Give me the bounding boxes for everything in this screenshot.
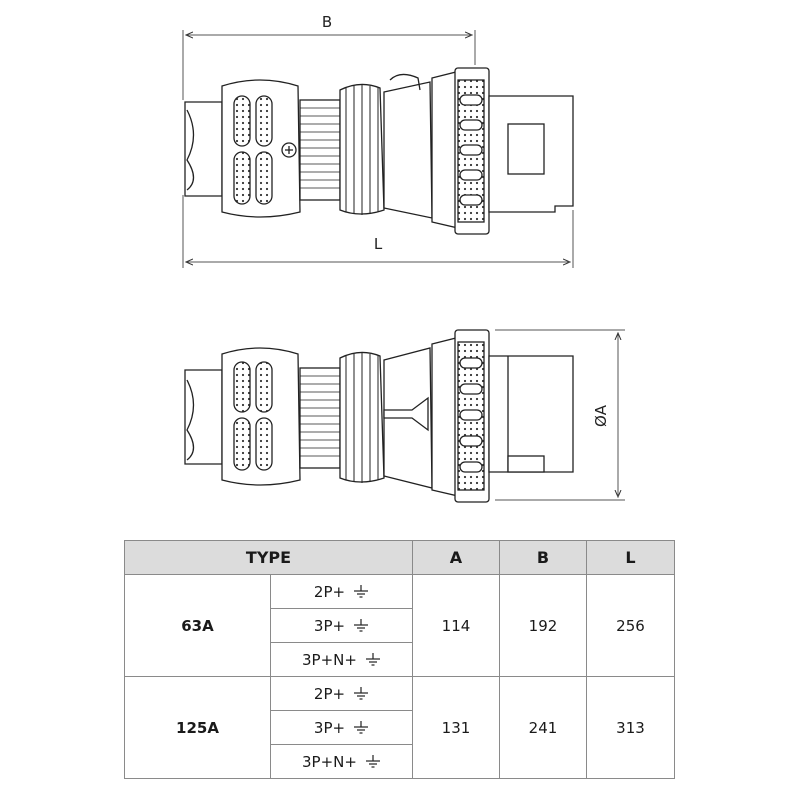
ground-icon [353, 721, 369, 735]
header-type: TYPE [125, 541, 413, 575]
header-l: L [587, 541, 675, 575]
header-a: A [413, 541, 500, 575]
table-row [125, 677, 675, 711]
ground-icon [353, 619, 369, 633]
value-a: 114 [413, 575, 500, 677]
type-cell: 125A [125, 677, 271, 779]
config-label: 3P+N+ [302, 650, 357, 669]
config-cell [271, 609, 413, 643]
config-label: 2P+ [313, 582, 346, 601]
dimension-l-label: L [373, 235, 383, 253]
header-b: B [500, 541, 587, 575]
value-l: 256 [587, 575, 675, 677]
config-cell [271, 711, 413, 745]
type-cell: 63A [125, 575, 271, 677]
plug-side-view [185, 330, 573, 502]
config-cell [271, 643, 413, 677]
table-row [125, 575, 675, 609]
value-b: 192 [500, 575, 587, 677]
config-cell [271, 575, 413, 609]
config-label: 2P+ [313, 684, 346, 703]
table-header-row [125, 541, 675, 575]
value-l: 313 [587, 677, 675, 779]
plug-top-view [185, 68, 573, 234]
config-label: 3P+N+ [302, 752, 357, 771]
ground-icon [353, 687, 369, 701]
value-a: 131 [413, 677, 500, 779]
config-label: 3P+ [313, 616, 346, 635]
dimensions-table [124, 540, 675, 779]
config-cell [271, 677, 413, 711]
value-b: 241 [500, 677, 587, 779]
dimension-b-label: B [321, 13, 333, 31]
config-label: 3P+ [313, 718, 346, 737]
config-cell [271, 745, 413, 779]
ground-icon [365, 653, 381, 667]
ground-icon [353, 585, 369, 599]
ground-icon [365, 755, 381, 769]
dimension-a-label: ØA [592, 404, 610, 428]
